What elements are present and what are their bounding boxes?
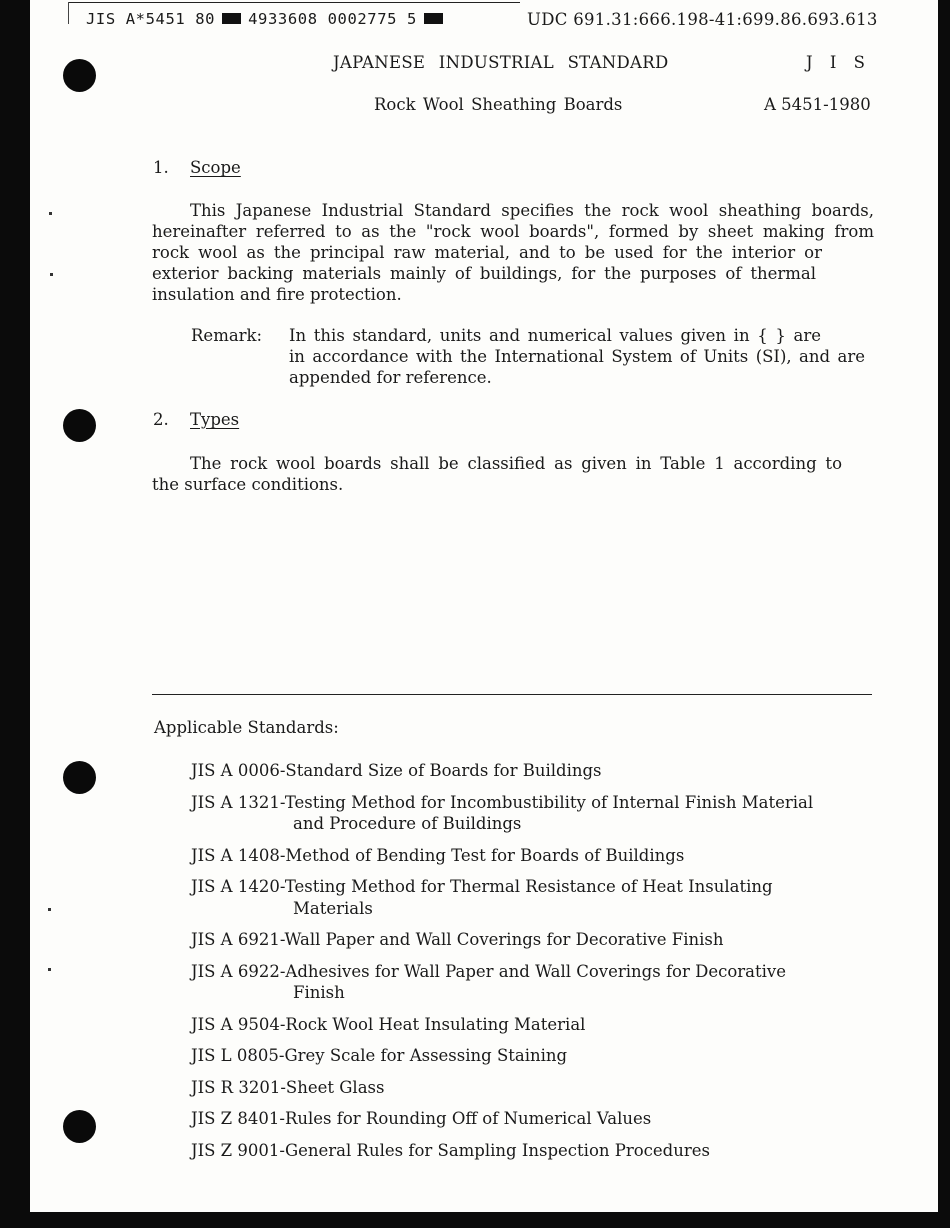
standard-reference <box>191 1140 813 1162</box>
remark-line: in accordance with the International System of Units (SI), and are <box>289 347 865 366</box>
scan-speck <box>50 273 53 276</box>
document-code <box>86 10 450 28</box>
section-title: Scope <box>190 158 241 177</box>
section-heading-types <box>153 410 239 429</box>
standard-reference-continuation: Finish <box>293 983 345 1002</box>
punch-hole-mark <box>63 59 96 92</box>
scan-speck <box>48 968 51 971</box>
footnote-divider <box>152 694 872 695</box>
scan-speck <box>49 212 52 215</box>
standard-reference-text: JIS Z 8401-Rules for Rounding Off of Numerical Values <box>191 1109 652 1128</box>
jis-label: J I S <box>806 53 871 72</box>
remark-label: Remark: <box>191 326 263 345</box>
remark-line: appended for reference. <box>289 368 492 387</box>
scan-speck <box>48 908 51 911</box>
scan-bottom-border <box>0 1212 950 1228</box>
standard-reference-text: JIS A 6922-Adhesives for Wall Paper and Wall Coverings for Decorative <box>191 961 787 981</box>
paragraph-line: the surface conditions. <box>152 475 344 494</box>
punch-hole-mark <box>63 409 96 442</box>
standard-reference <box>191 1108 813 1130</box>
standard-reference-text: JIS L 0805-Grey Scale for Assessing Staining <box>191 1046 568 1065</box>
standard-reference-continuation: and Procedure of Buildings <box>293 814 522 833</box>
udc-classification: UDC 691.31:666.198-41:699.86.693.613 <box>527 10 878 29</box>
header-left-tick <box>68 2 69 24</box>
standard-reference <box>191 792 813 835</box>
document-title: Rock Wool Sheathing Boards <box>374 95 623 114</box>
section-number: 1. <box>153 158 169 177</box>
paragraph-line: This Japanese Industrial Standard specifies the rock wool sheathing boards, <box>190 201 874 220</box>
paragraph-line: insulation and fire protection. <box>152 285 402 304</box>
standard-reference-text: JIS A 1321-Testing Method for Incombustibility of Internal Finish Material <box>191 792 814 812</box>
standard-reference-text: JIS A 6921-Wall Paper and Wall Coverings for Decorative Finish <box>191 930 724 949</box>
paragraph-line: hereinafter referred to as the "rock wool boards", formed by sheet making from <box>152 222 874 241</box>
standard-reference <box>191 1014 813 1036</box>
standard-reference <box>191 1077 813 1099</box>
standard-reference-text: JIS A 1408-Method of Bending Test for Boards of Buildings <box>191 845 685 865</box>
standard-reference <box>191 1045 813 1067</box>
remark-line: In this standard, units and numerical values given in { } are <box>289 326 821 345</box>
standard-reference-continuation: Materials <box>293 898 373 918</box>
standard-reference <box>191 760 813 782</box>
standard-reference <box>191 961 813 1004</box>
redaction-block <box>222 13 241 24</box>
applicable-standards-title: Applicable Standards: <box>154 718 339 737</box>
types-paragraph <box>152 453 874 495</box>
standard-reference <box>191 929 813 951</box>
section-number: 2. <box>153 410 169 429</box>
remark-text <box>289 325 865 388</box>
paragraph-line: exterior backing materials mainly of buildings, for the purposes of thermal <box>152 264 816 283</box>
scope-paragraph <box>152 200 874 305</box>
standard-title: JAPANESE INDUSTRIAL STANDARD <box>333 53 669 72</box>
section-title: Types <box>190 410 240 429</box>
scan-left-border <box>0 0 30 1228</box>
standard-reference-text: JIS A 0006-Standard Size of Boards for Buildings <box>191 761 602 780</box>
redaction-block <box>424 13 443 24</box>
paragraph-line: The rock wool boards shall be classified as given in Table 1 according to <box>190 454 842 473</box>
standard-number: A 5451-1980 <box>764 95 871 114</box>
scan-right-border <box>938 0 950 1228</box>
standard-reference <box>191 876 813 919</box>
punch-hole-mark <box>63 1110 96 1143</box>
standard-reference-text: JIS Z 9001-General Rules for Sampling Inspection Procedures <box>191 1140 710 1160</box>
punch-hole-mark <box>63 761 96 794</box>
applicable-standards-list <box>191 760 813 1171</box>
header-top-rule <box>68 2 520 3</box>
standard-reference-text: JIS R 3201-Sheet Glass <box>191 1077 385 1097</box>
section-heading-scope <box>153 158 241 177</box>
document-code-prefix: JIS A*5451 80 <box>86 10 216 28</box>
document-code-serial: 4933608 0002775 5 <box>248 10 417 28</box>
standard-reference-text: JIS A 1420-Testing Method for Thermal Resistance of Heat Insulating <box>191 877 773 896</box>
standard-reference <box>191 845 813 867</box>
paragraph-line: rock wool as the principal raw material, and to be used for the interior or <box>152 243 822 262</box>
standard-reference-text: JIS A 9504-Rock Wool Heat Insulating Material <box>191 1014 586 1034</box>
